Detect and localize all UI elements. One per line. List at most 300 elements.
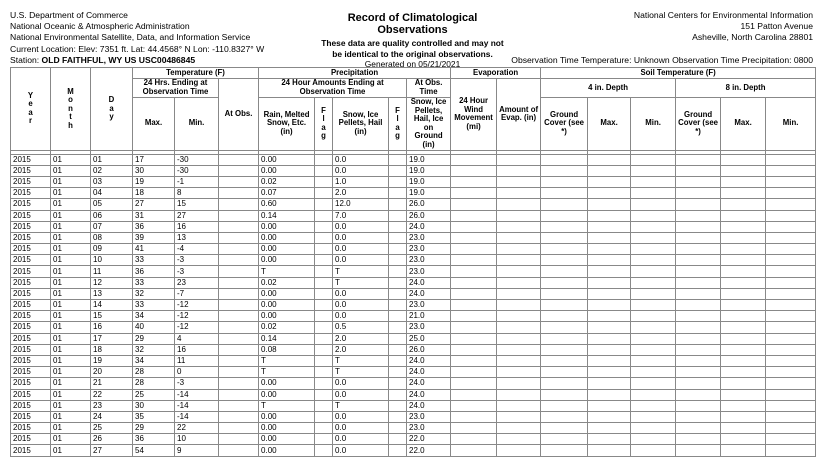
table-cell: -3 [175, 255, 219, 266]
table-cell [541, 210, 588, 221]
table-cell: 2.0 [333, 344, 389, 355]
table-cell: 15 [91, 311, 133, 322]
table-cell: 23.0 [407, 255, 451, 266]
table-cell [389, 311, 407, 322]
soil-8in-max-header: Max. [721, 98, 766, 151]
table-cell [721, 244, 766, 255]
table-cell: T [259, 266, 315, 277]
table-cell: 24.0 [407, 288, 451, 299]
table-cell [451, 344, 497, 355]
table-cell: 0.0 [333, 232, 389, 243]
table-cell [541, 165, 588, 176]
table-cell [497, 400, 541, 411]
table-cell [541, 400, 588, 411]
table-cell: 22.0 [407, 445, 451, 456]
soil-8in-ground-cover-header: Ground Cover (see *) [676, 98, 721, 151]
table-cell: 19.0 [407, 176, 451, 187]
table-cell: 0.00 [259, 300, 315, 311]
table-cell: -12 [175, 311, 219, 322]
table-cell [451, 322, 497, 333]
table-cell [766, 322, 816, 333]
table-cell [219, 423, 259, 434]
table-cell: 19 [133, 176, 175, 187]
table-cell [219, 188, 259, 199]
table-cell: 2015 [11, 154, 51, 165]
table-cell [766, 355, 816, 366]
table-cell [766, 400, 816, 411]
table-cell: 23.0 [407, 244, 451, 255]
table-cell: 19 [91, 355, 133, 366]
table-cell [315, 344, 333, 355]
table-cell [219, 277, 259, 288]
table-cell: 23.0 [407, 322, 451, 333]
table-cell: T [259, 355, 315, 366]
table-cell [676, 221, 721, 232]
table-cell [676, 199, 721, 210]
table-cell: 01 [51, 344, 91, 355]
table-cell: 12 [91, 277, 133, 288]
table-cell: 03 [91, 176, 133, 187]
table-cell: 8 [175, 188, 219, 199]
table-cell: 01 [51, 176, 91, 187]
table-cell [541, 244, 588, 255]
table-cell [497, 277, 541, 288]
table-cell [631, 344, 676, 355]
table-cell: 01 [51, 300, 91, 311]
table-row [11, 389, 816, 400]
table-cell [631, 423, 676, 434]
table-cell: 06 [91, 210, 133, 221]
table-cell [721, 344, 766, 355]
table-cell: 0.0 [333, 311, 389, 322]
table-cell [588, 277, 631, 288]
table-cell [541, 355, 588, 366]
ncei-address-block [634, 10, 813, 43]
table-cell: 16 [175, 344, 219, 355]
table-cell: 41 [133, 244, 175, 255]
table-cell: 01 [51, 411, 91, 422]
table-cell: 0.0 [333, 165, 389, 176]
climate-table [10, 67, 816, 457]
table-cell [389, 423, 407, 434]
table-cell: 26.0 [407, 199, 451, 210]
table-cell: 21 [91, 378, 133, 389]
table-cell [451, 333, 497, 344]
table-row [11, 423, 816, 434]
table-cell [219, 288, 259, 299]
table-cell [766, 154, 816, 165]
table-cell: 2015 [11, 176, 51, 187]
table-cell [588, 333, 631, 344]
quality-note-line-2: be identical to the original observations. [332, 48, 493, 59]
table-cell [541, 277, 588, 288]
table-cell: 29 [133, 423, 175, 434]
table-cell: 0.00 [259, 232, 315, 243]
table-cell [315, 188, 333, 199]
table-cell [766, 165, 816, 176]
table-cell [721, 400, 766, 411]
table-cell [389, 176, 407, 187]
table-cell [451, 210, 497, 221]
table-cell [766, 277, 816, 288]
table-cell: 4 [175, 333, 219, 344]
table-cell [497, 445, 541, 456]
table-cell: T [259, 367, 315, 378]
table-cell: 01 [51, 232, 91, 243]
table-cell [497, 165, 541, 176]
table-cell: 16 [91, 322, 133, 333]
table-row [11, 165, 816, 176]
table-cell: 11 [175, 355, 219, 366]
soil-8in-header: 8 in. Depth [676, 79, 816, 98]
current-location: Current Location: Elev: 7351 ft. Lat: 44.4568° N Lon: -110.8327° W [10, 44, 265, 54]
table-cell: 13 [91, 288, 133, 299]
table-row [11, 288, 816, 299]
table-row [11, 232, 816, 243]
table-row [11, 210, 816, 221]
table-cell [588, 165, 631, 176]
table-cell [541, 389, 588, 400]
table-cell [721, 277, 766, 288]
table-cell [588, 445, 631, 456]
table-cell: 0.00 [259, 221, 315, 232]
table-cell [389, 378, 407, 389]
table-cell: 0.0 [333, 434, 389, 445]
table-cell: 22 [91, 389, 133, 400]
table-cell [631, 434, 676, 445]
address-line-2: 151 Patton Avenue [740, 21, 813, 31]
table-cell: 0.0 [333, 411, 389, 422]
table-cell [631, 199, 676, 210]
table-cell [766, 188, 816, 199]
table-cell: 2015 [11, 411, 51, 422]
table-cell: 2015 [11, 344, 51, 355]
table-cell: T [333, 355, 389, 366]
table-cell: -30 [175, 165, 219, 176]
table-cell [497, 367, 541, 378]
table-cell [541, 367, 588, 378]
agency-line-2: National Oceanic & Atmospheric Administration [10, 21, 190, 31]
table-cell: 40 [133, 322, 175, 333]
table-cell [588, 154, 631, 165]
table-cell [315, 277, 333, 288]
table-cell [451, 288, 497, 299]
table-cell [766, 378, 816, 389]
generated-date: Generated on 05/21/2021 [364, 59, 461, 69]
table-cell: 10 [175, 434, 219, 445]
table-cell [451, 244, 497, 255]
table-cell [219, 176, 259, 187]
table-cell: 01 [51, 355, 91, 366]
table-cell [497, 188, 541, 199]
table-cell: 28 [133, 367, 175, 378]
table-cell: 2015 [11, 378, 51, 389]
table-cell: 05 [91, 199, 133, 210]
table-cell: 16 [175, 221, 219, 232]
table-cell [766, 411, 816, 422]
table-cell [676, 445, 721, 456]
table-cell [389, 255, 407, 266]
table-cell [451, 266, 497, 277]
observation-time: Observation Time Temperature: Unknown Observation Time Precipitation: 0800 [511, 55, 813, 65]
table-cell [497, 232, 541, 243]
address-line-3: Asheville, North Carolina 28801 [692, 32, 813, 42]
table-cell: -30 [175, 154, 219, 165]
table-row [11, 266, 816, 277]
table-cell: 01 [51, 165, 91, 176]
table-cell [451, 199, 497, 210]
table-row [11, 199, 816, 210]
table-cell [389, 344, 407, 355]
table-cell: 33 [133, 277, 175, 288]
table-cell [315, 434, 333, 445]
table-cell: 7.0 [333, 210, 389, 221]
table-cell [389, 244, 407, 255]
temp-max-header: Max. [133, 98, 175, 151]
table-cell: 31 [133, 210, 175, 221]
table-cell [541, 333, 588, 344]
table-cell: 0.0 [333, 255, 389, 266]
table-cell: 2015 [11, 355, 51, 366]
table-cell [588, 311, 631, 322]
table-cell [219, 411, 259, 422]
table-cell: 0.00 [259, 244, 315, 255]
table-cell: 0.0 [333, 445, 389, 456]
table-cell: -14 [175, 400, 219, 411]
table-row [11, 188, 816, 199]
group-evaporation: Evaporation [451, 68, 541, 79]
table-cell [676, 411, 721, 422]
table-cell [315, 244, 333, 255]
table-cell: 20 [91, 367, 133, 378]
table-cell [315, 333, 333, 344]
table-cell [497, 221, 541, 232]
wind-movement-header: 24 Hour Wind Movement (mi) [451, 79, 497, 151]
precip-24hr-header: 24 Hour Amounts Ending at Observation Time [259, 79, 407, 98]
table-cell: 2015 [11, 311, 51, 322]
table-cell: 2015 [11, 266, 51, 277]
table-cell: T [333, 266, 389, 277]
soil-4in-header: 4 in. Depth [541, 79, 676, 98]
table-cell [588, 188, 631, 199]
table-cell [315, 176, 333, 187]
table-cell [766, 423, 816, 434]
table-cell: 0.02 [259, 322, 315, 333]
table-cell: 33 [133, 300, 175, 311]
table-cell [389, 277, 407, 288]
table-cell [315, 400, 333, 411]
table-cell [497, 199, 541, 210]
table-cell [676, 288, 721, 299]
agency-line-3: National Environmental Satellite, Data, and Information Service [10, 32, 251, 42]
table-cell: 01 [51, 445, 91, 456]
table-cell [676, 255, 721, 266]
page-title-line-2: Observations [377, 24, 448, 36]
table-cell: 04 [91, 188, 133, 199]
table-cell [451, 367, 497, 378]
table-cell [497, 210, 541, 221]
table-cell [451, 378, 497, 389]
table-cell [219, 333, 259, 344]
table-cell [766, 300, 816, 311]
table-cell [541, 344, 588, 355]
table-cell [721, 411, 766, 422]
table-cell [389, 400, 407, 411]
table-cell [389, 434, 407, 445]
table-cell: 0.0 [333, 154, 389, 165]
table-cell [676, 232, 721, 243]
table-row [11, 333, 816, 344]
table-cell: 0.02 [259, 176, 315, 187]
table-cell: 2015 [11, 165, 51, 176]
table-cell [497, 411, 541, 422]
table-cell [315, 288, 333, 299]
table-cell [766, 344, 816, 355]
table-cell [451, 423, 497, 434]
table-cell: -3 [175, 266, 219, 277]
table-cell [588, 344, 631, 355]
table-cell [676, 244, 721, 255]
table-cell: 2015 [11, 322, 51, 333]
table-cell [676, 367, 721, 378]
table-row [11, 244, 816, 255]
table-cell [631, 244, 676, 255]
table-cell [721, 154, 766, 165]
table-row [11, 400, 816, 411]
table-cell [676, 434, 721, 445]
table-cell [389, 411, 407, 422]
table-cell [721, 255, 766, 266]
table-row [11, 378, 816, 389]
table-cell [219, 378, 259, 389]
table-cell [219, 300, 259, 311]
table-cell [389, 199, 407, 210]
table-row [11, 367, 816, 378]
table-cell [631, 232, 676, 243]
table-cell: 0.0 [333, 389, 389, 400]
table-cell: 28 [133, 378, 175, 389]
table-cell [631, 311, 676, 322]
table-cell [766, 266, 816, 277]
table-cell [631, 389, 676, 400]
table-cell [497, 154, 541, 165]
table-cell [631, 378, 676, 389]
table-cell: 0.14 [259, 210, 315, 221]
table-cell [631, 411, 676, 422]
table-cell: 01 [51, 322, 91, 333]
table-cell [631, 165, 676, 176]
table-row [11, 434, 816, 445]
table-cell: T [333, 367, 389, 378]
table-cell: 25 [91, 423, 133, 434]
table-cell [315, 378, 333, 389]
table-row [11, 255, 816, 266]
table-cell: 0.0 [333, 244, 389, 255]
table-cell [676, 266, 721, 277]
table-cell: 0.0 [333, 300, 389, 311]
table-cell: 22 [175, 423, 219, 434]
table-cell [721, 445, 766, 456]
table-cell [451, 300, 497, 311]
table-cell: 2015 [11, 300, 51, 311]
table-cell [721, 266, 766, 277]
table-cell [389, 288, 407, 299]
table-cell: 2.0 [333, 333, 389, 344]
table-cell [676, 378, 721, 389]
table-cell: 01 [51, 400, 91, 411]
title-block [300, 12, 525, 69]
table-cell [721, 221, 766, 232]
table-cell: 19.0 [407, 154, 451, 165]
table-cell: 07 [91, 221, 133, 232]
table-cell: -12 [175, 322, 219, 333]
table-cell [389, 266, 407, 277]
temp-at-obs-header: At Obs. [219, 79, 259, 151]
table-cell: -14 [175, 389, 219, 400]
table-cell [631, 300, 676, 311]
table-cell [219, 165, 259, 176]
table-cell: -3 [175, 378, 219, 389]
table-cell [721, 188, 766, 199]
table-cell: 0 [175, 367, 219, 378]
table-cell [451, 277, 497, 288]
table-row [11, 176, 816, 187]
table-cell [588, 255, 631, 266]
table-cell [451, 389, 497, 400]
table-cell [588, 400, 631, 411]
table-cell [676, 400, 721, 411]
table-cell [766, 221, 816, 232]
table-cell [721, 389, 766, 400]
table-cell [315, 221, 333, 232]
table-cell: 19.0 [407, 188, 451, 199]
table-cell [315, 322, 333, 333]
page-title-line-1: Record of Climatological [347, 12, 478, 24]
agency-line-1: U.S. Department of Commerce [10, 10, 128, 20]
table-cell: 0.0 [333, 221, 389, 232]
table-cell [389, 389, 407, 400]
table-cell: 2015 [11, 221, 51, 232]
table-cell [497, 311, 541, 322]
evap-amount-header: Amount of Evap. (in) [497, 79, 541, 151]
table-cell: 18 [133, 188, 175, 199]
table-cell: 26.0 [407, 210, 451, 221]
table-cell [631, 322, 676, 333]
table-cell [389, 188, 407, 199]
table-cell: 1.0 [333, 176, 389, 187]
col-year: Y e a r [11, 68, 51, 151]
table-cell: 0.0 [333, 423, 389, 434]
table-cell [541, 445, 588, 456]
table-cell: 23.0 [407, 423, 451, 434]
table-cell: -14 [175, 411, 219, 422]
table-cell: -4 [175, 244, 219, 255]
table-cell: 2015 [11, 434, 51, 445]
col-month: M o n t h [51, 68, 91, 151]
table-cell [389, 322, 407, 333]
table-cell [451, 445, 497, 456]
table-cell: 34 [133, 311, 175, 322]
table-cell [588, 389, 631, 400]
table-cell [389, 221, 407, 232]
table-cell [315, 165, 333, 176]
soil-4in-ground-cover-header: Ground Cover (see *) [541, 98, 588, 151]
snow-flag-header: F l a g [389, 98, 407, 151]
table-cell [219, 355, 259, 366]
table-cell: 19.0 [407, 165, 451, 176]
table-cell: -7 [175, 288, 219, 299]
table-cell [451, 311, 497, 322]
